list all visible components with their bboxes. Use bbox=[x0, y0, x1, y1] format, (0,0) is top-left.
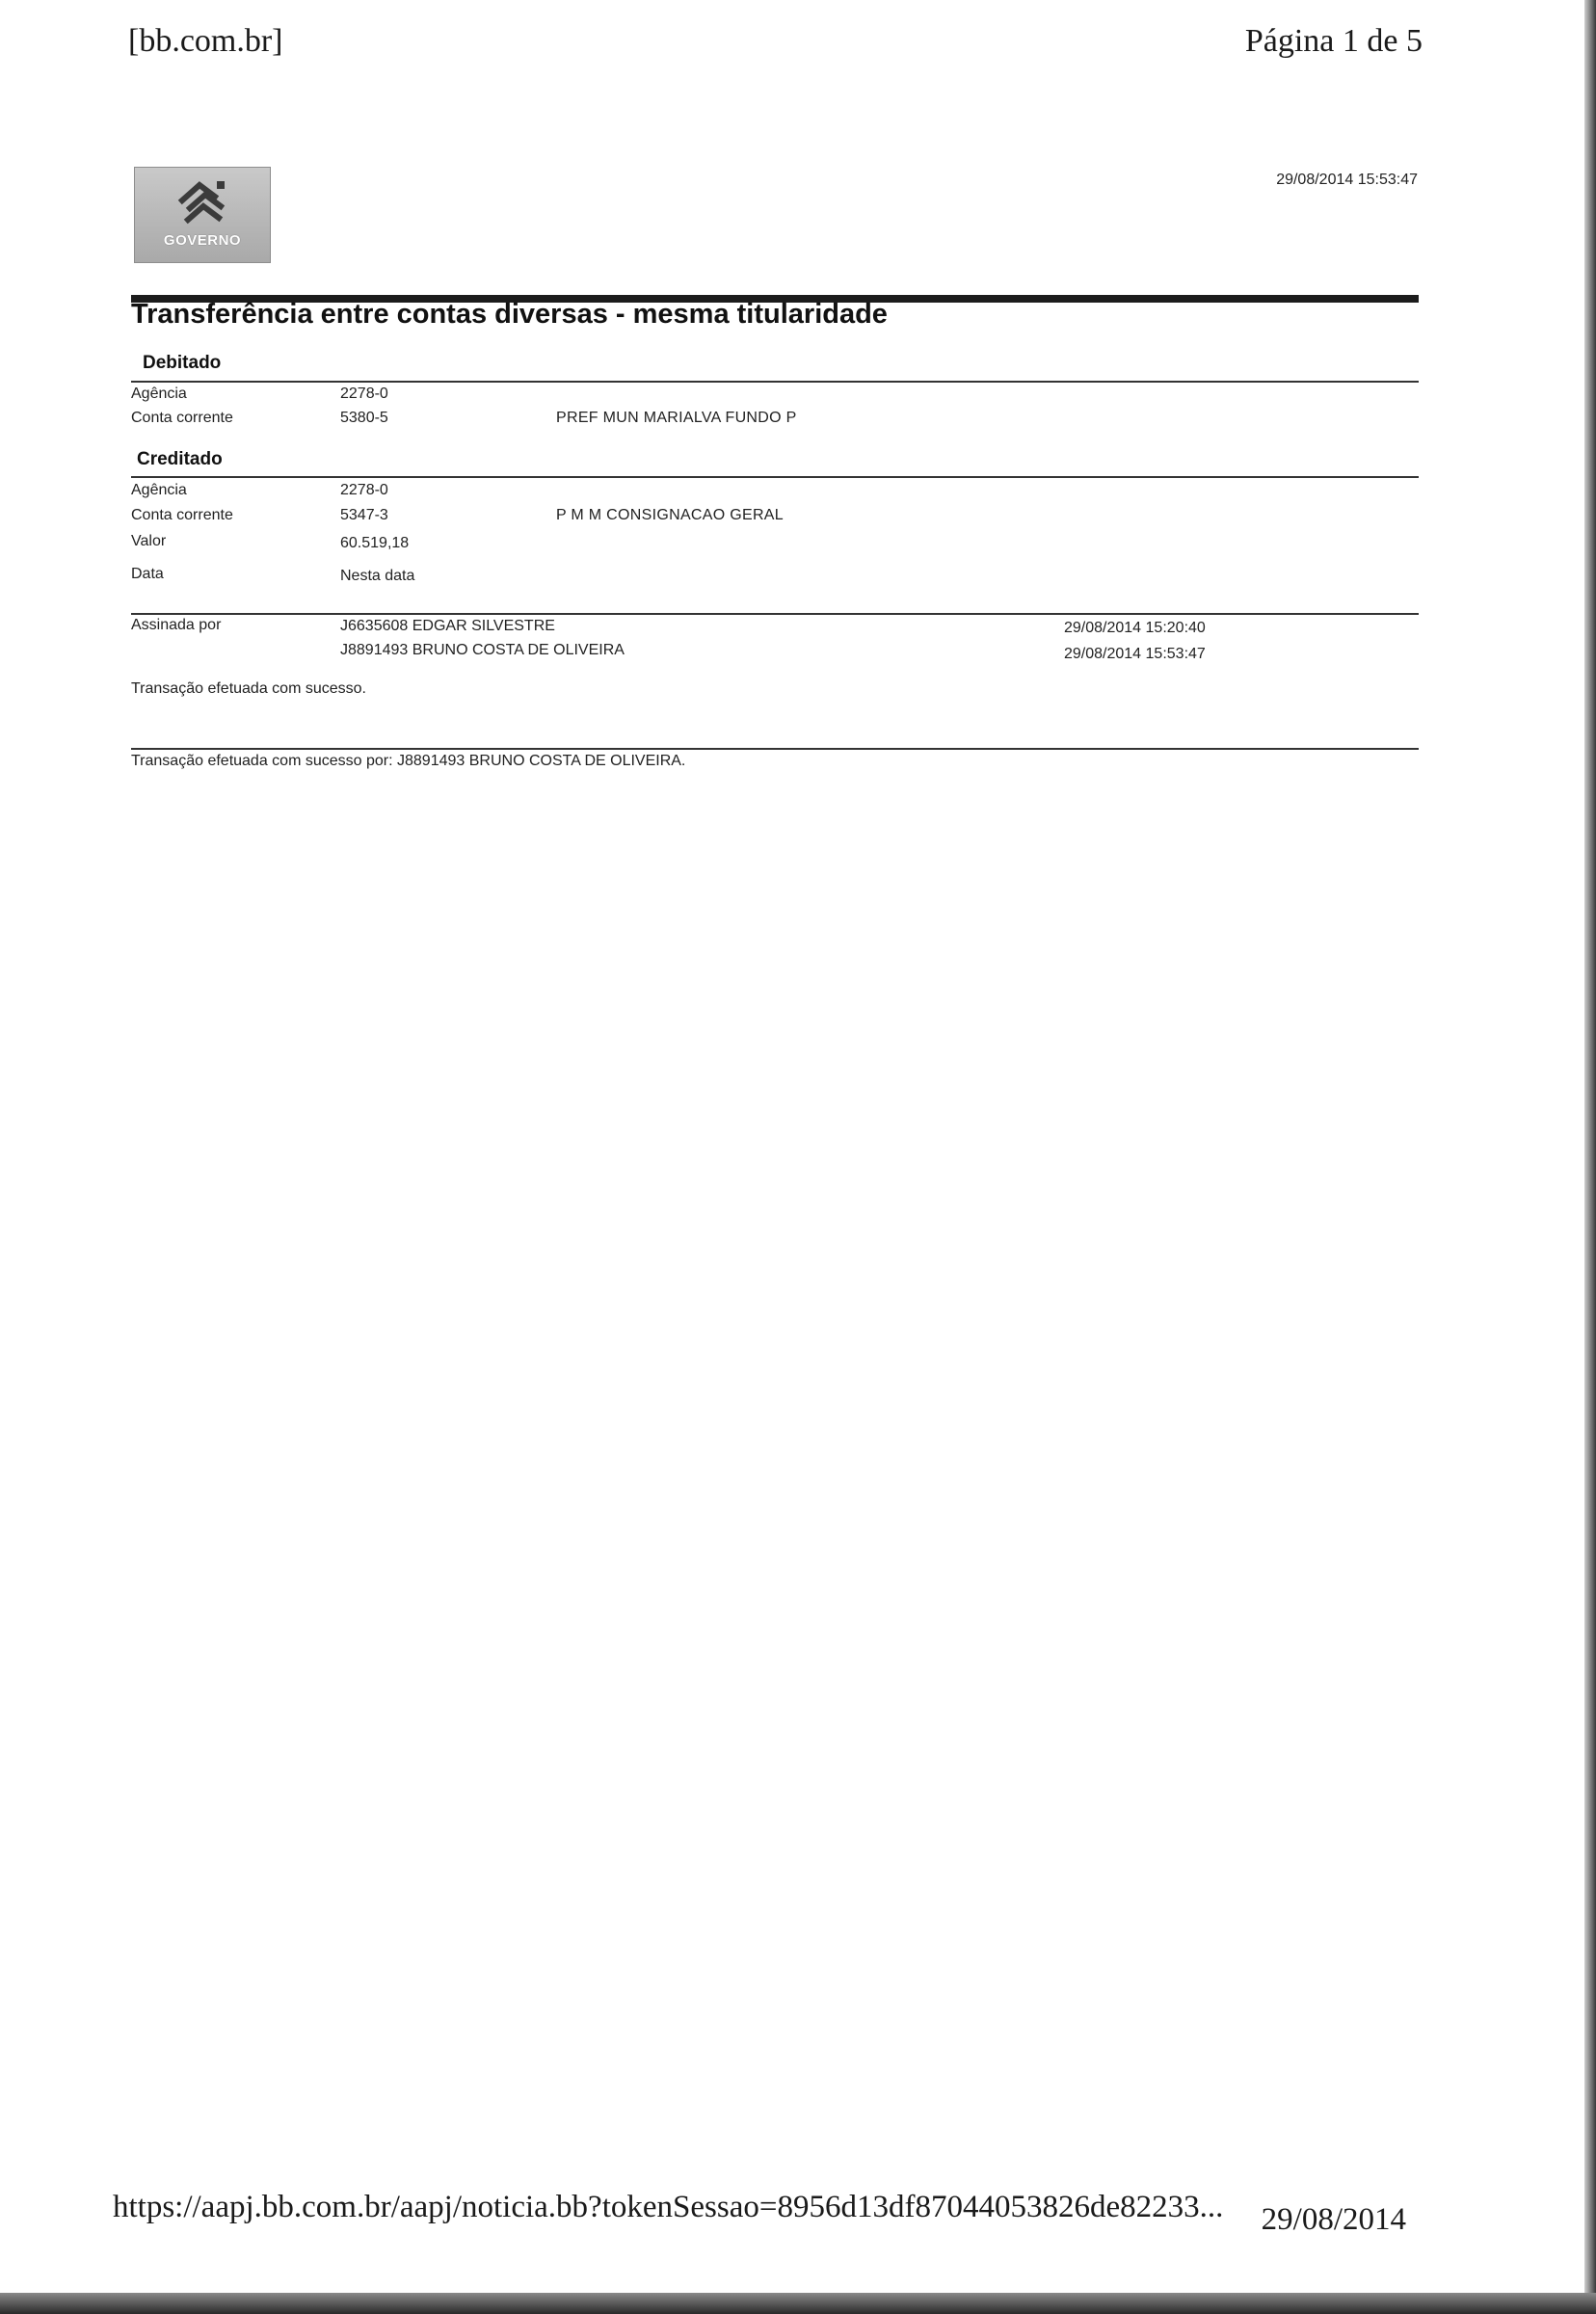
footer-date: 29/08/2014 bbox=[1261, 2202, 1406, 2237]
creditado-agencia-label: Agência bbox=[131, 482, 187, 498]
header-page-number: Página 1 de 5 bbox=[1244, 23, 1423, 59]
data-value: Nesta data bbox=[340, 568, 415, 584]
signer-name: J6635608 EDGAR SILVESTRE bbox=[340, 618, 555, 634]
header-site: [bb.com.br] bbox=[128, 23, 283, 59]
document-timestamp: 29/08/2014 15:53:47 bbox=[1276, 172, 1418, 188]
valor-value: 60.519,18 bbox=[340, 535, 410, 551]
final-rule bbox=[131, 748, 1419, 750]
debitado-conta-label: Conta corrente bbox=[131, 410, 233, 426]
debitado-rule bbox=[131, 381, 1419, 383]
creditado-agencia-value: 2278-0 bbox=[340, 482, 388, 498]
valor-label: Valor bbox=[131, 533, 167, 549]
governo-logo bbox=[134, 167, 271, 263]
debitado-conta-value: 5380-5 bbox=[340, 410, 388, 426]
debitado-agencia-value: 2278-0 bbox=[340, 386, 388, 402]
assinada-por-label: Assinada por bbox=[131, 617, 222, 633]
creditado-titular: P M M CONSIGNACAO GERAL bbox=[556, 507, 784, 523]
creditado-heading: Creditado bbox=[137, 449, 223, 469]
assinaturas-rule bbox=[131, 613, 1419, 615]
debitado-titular: PREF MUN MARIALVA FUNDO P bbox=[556, 410, 797, 426]
footer-url: https://aapj.bb.com.br/aapj/noticia.bb?tokenSessao=8956d13df87044053826de82233... bbox=[113, 2190, 1224, 2224]
final-status-message: Transação efetuada com sucesso por: J8891493 BRUNO COSTA DE OLIVEIRA. bbox=[131, 753, 686, 769]
creditado-conta-value: 5347-3 bbox=[340, 507, 388, 523]
data-label: Data bbox=[131, 566, 164, 582]
debitado-heading: Debitado bbox=[143, 353, 222, 373]
debitado-agencia-label: Agência bbox=[131, 386, 187, 402]
page-title: Transferência entre contas diversas - mesma titularidade bbox=[131, 299, 888, 330]
signer-name: J8891493 BRUNO COSTA DE OLIVEIRA bbox=[340, 642, 625, 658]
signer-datetime: 29/08/2014 15:20:40 bbox=[1064, 620, 1206, 636]
creditado-conta-label: Conta corrente bbox=[131, 507, 233, 523]
scan-edge-right bbox=[1584, 0, 1596, 2314]
creditado-rule bbox=[131, 476, 1419, 478]
scan-edge-bottom bbox=[0, 2293, 1596, 2314]
logo-word: GOVERNO bbox=[163, 232, 242, 249]
status-message: Transação efetuada com sucesso. bbox=[131, 680, 366, 697]
signer-datetime: 29/08/2014 15:53:47 bbox=[1064, 646, 1206, 662]
bb-logo-icon bbox=[173, 177, 232, 229]
